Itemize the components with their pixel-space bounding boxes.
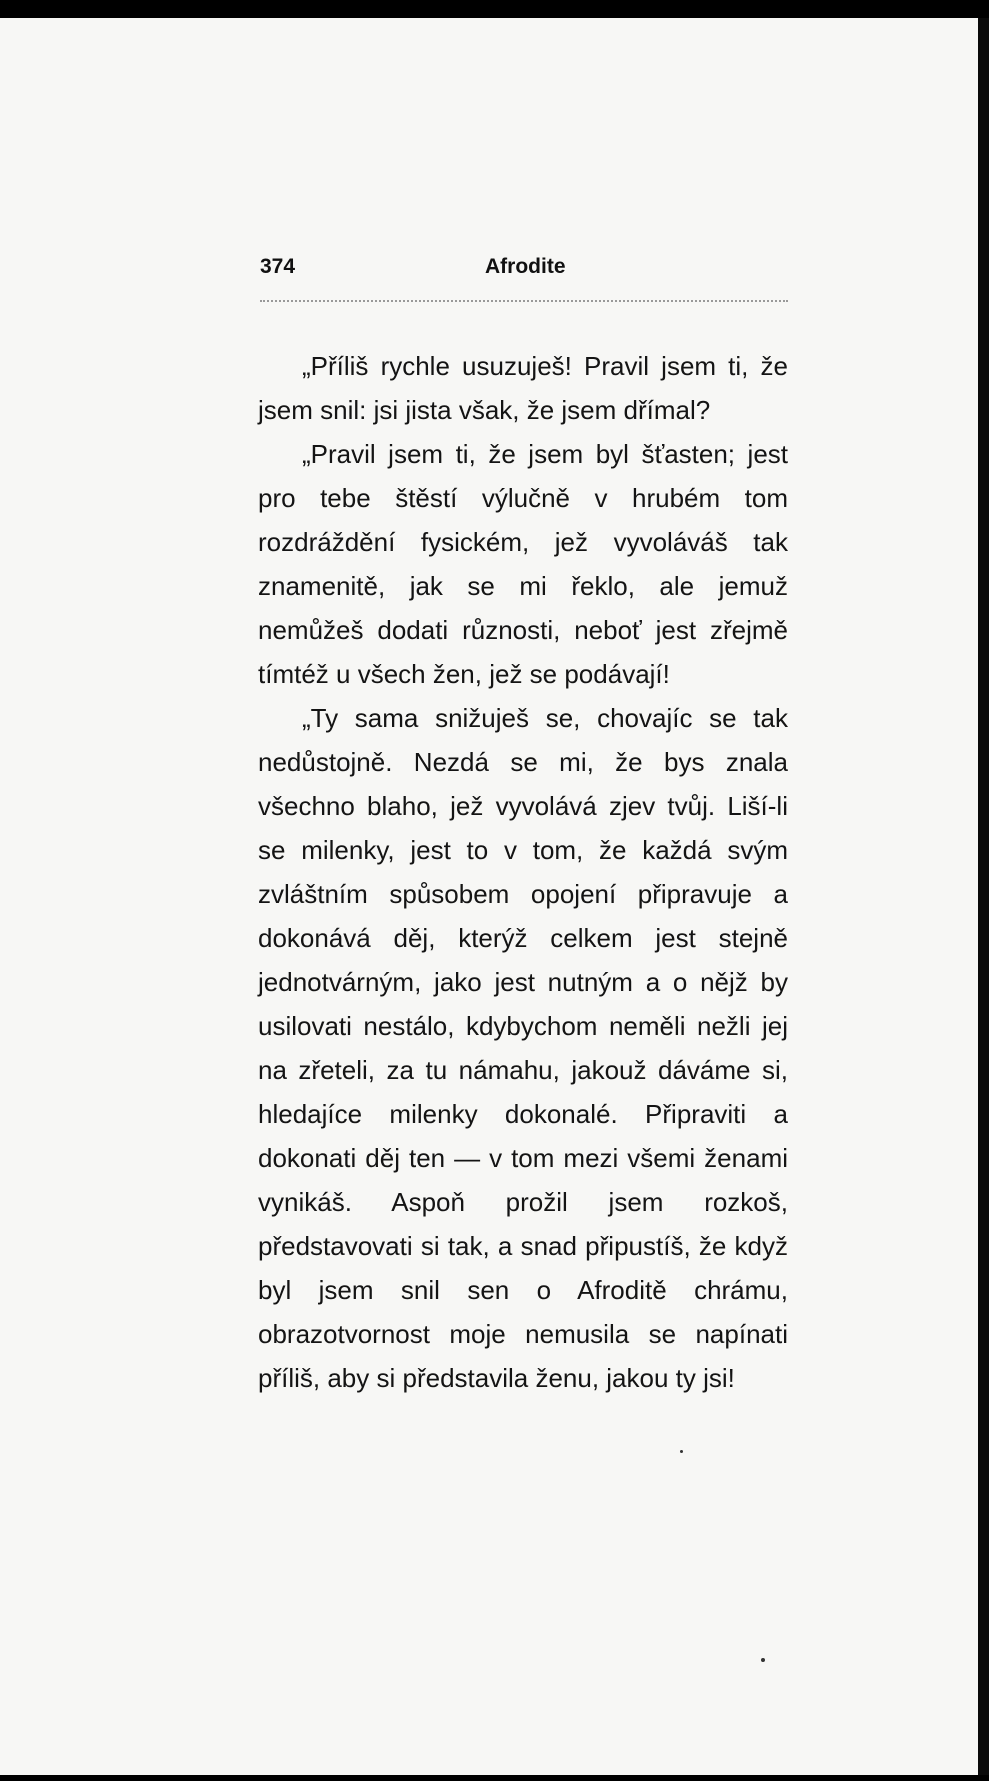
body-text: [258, 344, 788, 1400]
print-speck: [761, 1658, 765, 1662]
page-number: 374: [260, 255, 296, 278]
header-rule: [260, 300, 788, 302]
page-edge-shadow: [978, 18, 989, 1775]
paragraph-1: „Příliš rychle usuzuješ! Pravil jsem ti, že jsem snil: jsi jista však, že jsem dřímal?: [258, 351, 788, 425]
print-speck: [680, 1450, 683, 1453]
running-title: Afrodite: [485, 255, 566, 278]
paragraph-3: „Ty sama snižuješ se, chovajíc se tak nedůstojně. Nezdá se mi, že bys znala všechno blaho, jež vyvolává zjev tvůj. Liší-li se milenky, jest to v tom, že každá svým zvláštním spůsobem opojení připravuje a dokonává děj, kterýž celkem jest stejně jednotvárným, jako jest nutným a o nějž by usilovati nestálo, kdybychom neměli nežli jej na zřeteli, za tu námahu, jakouž dáváme si, hledajíce milenky dokonalé. Připraviti a dokonati děj ten — v tom mezi všemi ženami vynikáš. Aspoň prožil jsem rozkoš, představovati si tak, a snad připustíš, že když byl jsem snil sen o Afroditě chrámu, obrazotvornost moje nemusila se napínati příliš, aby si představila ženu, jakou ty jsi!: [258, 703, 788, 1393]
page-header: [260, 255, 788, 285]
paragraph-2: „Pravil jsem ti, že jsem byl šťasten; jest pro tebe štěstí výlučně v hrubém tom rozdráždění fysickém, jež vyvoláváš tak znamenitě, jak se mi řeklo, ale jemuž nemůžeš dodati různosti, neboť jest zřejmě tímtéž u všech žen, jež se podávají!: [258, 439, 788, 689]
